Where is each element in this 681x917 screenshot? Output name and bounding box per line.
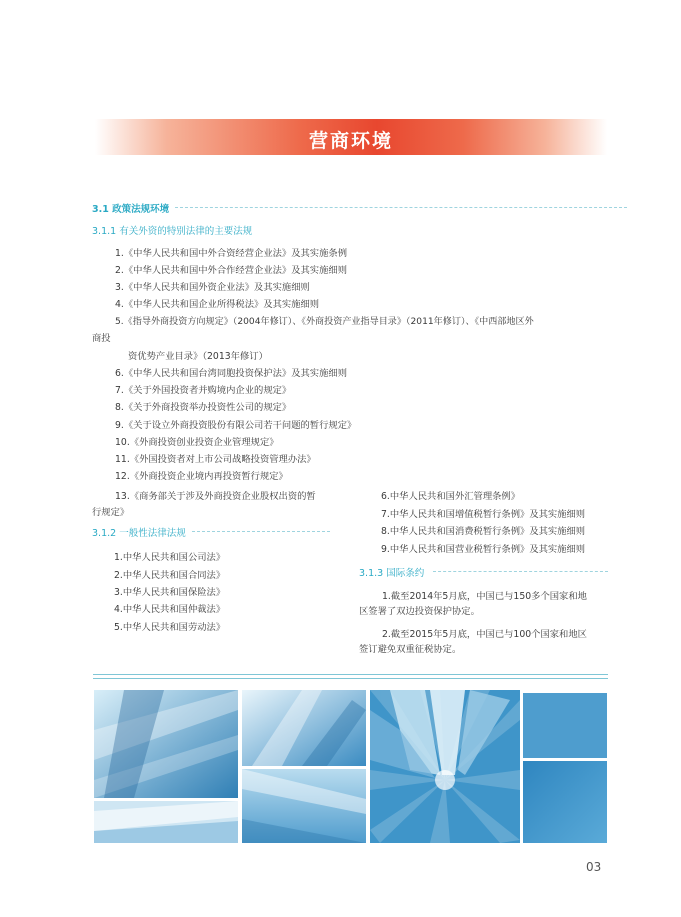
treaty-paragraph-2-cont: 签订避免双重征税协定。 [359, 644, 462, 655]
section-divider [433, 571, 608, 572]
list-item: 6.中华人民共和国外汇管理条例》 [381, 491, 521, 502]
list-item: 5.《指导外商投资方向规定》（2004年修订）、《外商投资产业指导目录》（2011年修订）、《中西部地区外 [115, 317, 534, 327]
page-number: 03 [586, 860, 602, 874]
page-title: 营商环境 [308, 130, 393, 152]
treaty-paragraph-1-cont: 区签署了双边投资保护协定。 [359, 606, 480, 617]
architecture-photo-tile [242, 690, 366, 766]
list-item: 2.《中华人民共和国中外合作经营企业法》及其实施细则 [115, 265, 347, 276]
list-item: 7.中华人民共和国增值税暂行条例》及其实施细则 [381, 509, 586, 520]
section-divider [175, 207, 627, 208]
architecture-photo-tile [94, 801, 238, 843]
list-item: 1.《中华人民共和国中外合资经营企业法》及其实施条例 [115, 248, 347, 259]
list-item: 7.《关于外国投资者并购境内企业的规定》 [115, 385, 292, 396]
treaty-paragraph-2: 2.截至2015年5月底，中国已与100个国家和地区 [382, 629, 587, 640]
section-heading-3-1: 3.1 政策法规环境 [92, 204, 170, 215]
list-item: 4.《中华人民共和国企业所得税法》及其实施细则 [115, 299, 320, 310]
list-item-continuation: 资优势产业目录》（2013年修订） [128, 351, 268, 362]
list-item: 3.《中华人民共和国外资企业法》及其实施细则 [115, 282, 310, 293]
section-heading-3-1-2: 3.1.2 一般性法律法规 [92, 528, 186, 539]
list-item: 12.《外商投资企业境内再投资暂行规定》 [115, 471, 288, 482]
list-item: 2.中华人民共和国合同法》 [114, 570, 226, 581]
list-item: 13.《商务部关于涉及外商投资企业股权出资的暂 [115, 491, 316, 502]
section-divider [192, 531, 330, 532]
list-item: 10.《外商投资创业投资企业管理规定》 [115, 437, 279, 448]
section-heading-3-1-1: 3.1.1 有关外资的特别法律的主要法规 [92, 226, 253, 237]
blue-square-tile [523, 761, 607, 843]
treaty-paragraph-1: 1.截至2014年5月底，中国已与150多个国家和地 [382, 591, 587, 602]
list-item-continuation: 商投 [92, 333, 111, 344]
list-item: 3.中华人民共和国保险法》 [114, 587, 226, 598]
list-item: 5.中华人民共和国劳动法》 [114, 622, 226, 633]
architecture-photo-tile [242, 769, 366, 843]
list-item: 6.《中华人民共和国台湾同胞投资保护法》及其实施细则 [115, 368, 347, 379]
list-item: 1.中华人民共和国公司法》 [114, 552, 226, 563]
divider-line [93, 674, 608, 675]
section-heading-3-1-3: 3.1.3 国际条约 [359, 568, 425, 579]
list-item: 9.《关于设立外商投资股份有限公司若干问题的暂行规定》 [115, 420, 357, 431]
list-item: 11.《外国投资者对上市公司战略投资管理办法》 [115, 454, 316, 465]
list-item: 9.中华人民共和国营业税暂行条例》及其实施细则 [381, 544, 586, 555]
blue-square-tile [523, 693, 607, 758]
architecture-photo-tile [94, 690, 238, 798]
list-item: 4.中华人民共和国仲裁法》 [114, 604, 226, 615]
divider-line [93, 678, 608, 679]
skyscraper-photo-tile [370, 690, 520, 843]
list-item-continuation: 行规定》 [92, 507, 130, 518]
list-item: 8.中华人民共和国消费税暂行条例》及其实施细则 [381, 526, 586, 537]
list-item: 8.《关于外商投资举办投资性公司的规定》 [115, 402, 292, 413]
title-banner [95, 119, 607, 155]
